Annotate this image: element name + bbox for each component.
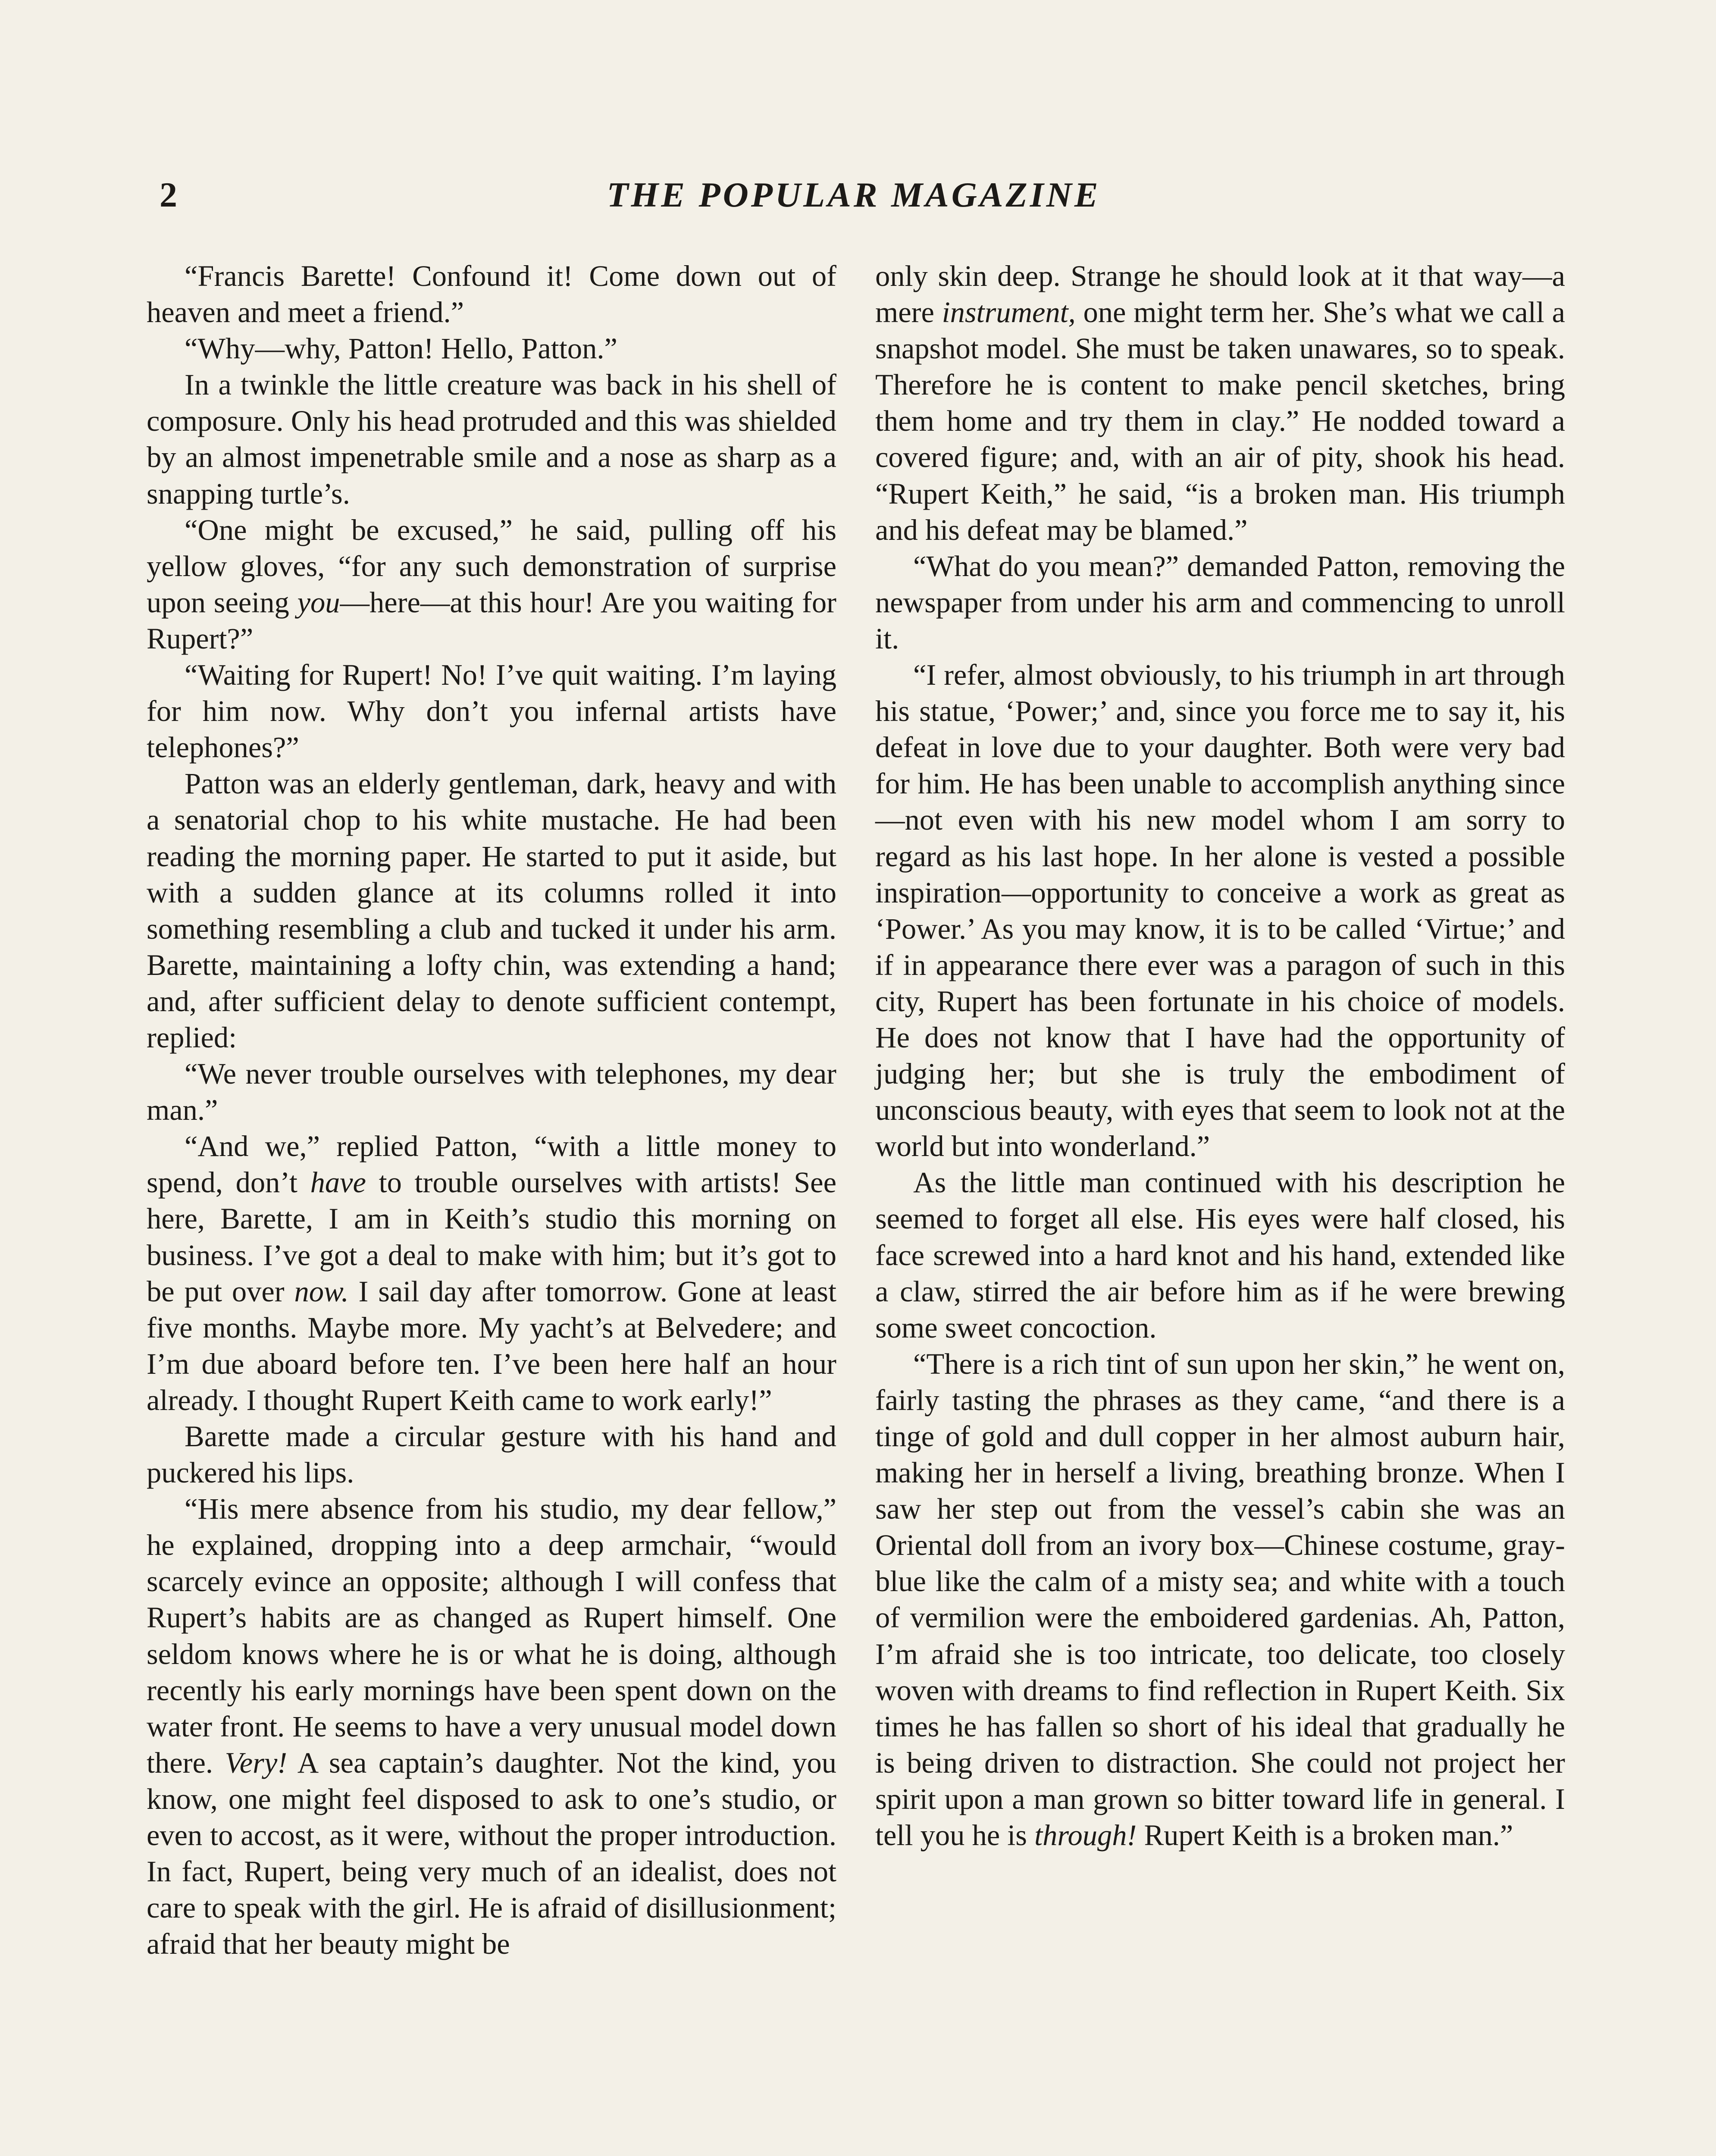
paragraph — [147, 258, 836, 330]
paragraph-text: I sail day after tomorrow. Gone at least five months. Maybe more. My yacht’s at Belvedere; and I’m due aboard before ten. I’ve been here half an hour already. I thought Rupert Keith came to work early!” — [147, 1275, 836, 1416]
paragraph: Patton was an elderly gentleman, dark, heavy and with a senatorial chop to his white mustache. He had been reading the morning paper. He started to put it aside, but with a sudden glance at its columns rolled it into something resembling a club and tucked it under his arm. Barette, maintaining a lofty chin, was extending a hand; and, after sufficient delay to denote sufficient contempt, replied: — [147, 767, 836, 1054]
paragraph-text: one might term her. She’s what we call a snapshot model. She must be taken unawares, so to speak. Therefore he is content to make pencil sketches, bring them home and try them in clay.” He nodded toward a covered figure; and, with an air of pity, shook his head. “Rupert Keith,” he said, “is a broken man. His triumph and his defeat may be blamed.” — [875, 296, 1565, 546]
page-number: 2 — [160, 175, 178, 214]
right-column — [875, 258, 1565, 1853]
paragraph-text: “His mere absence from his studio, my dear fellow,” he explained, dropping into a deep armchair, “would scarcely evince an opposite; although I will confess that Rupert’s habits are as changed as Rupert himself. One seldom knows where he is or what he is doing, although recently his early mornings have been spent down on the water front. He seems to have a very unusual model down there. — [147, 1492, 836, 1779]
paragraph: “Waiting for Rupert! No! I’ve quit waiting. I’m laying for him now. Why don’t you infernal artists have telephones?” — [147, 658, 836, 764]
emphasis: through! — [1034, 1819, 1137, 1852]
paragraph-text: only skin deep. Strange he should look at it that way—a mere — [875, 260, 1565, 329]
paragraph-text: “One might be excused,” he said, pulling off his yellow gloves, “for any such demonstration of surprise upon seeing — [147, 513, 836, 619]
paragraph — [147, 1491, 836, 1962]
emphasis: have — [310, 1166, 366, 1199]
paragraph-text: “Francis Barette! Confound it! Come down out of heaven and meet a friend.” — [147, 260, 836, 329]
paragraph: “I refer, almost obviously, to his triumph in art through his statue, ‘Power;’ and, since you force me to say it, his defeat in love due to your daughter. Both were very bad for him. He has been unable to accomplish anything since—not even with his new model whom I am sorry to regard as his last hope. In her alone is vested a possible inspiration—opportunity to conceive a work as great as ‘Power.’ As you may know, it is to be called ‘Virtue;’ and if in appearance there ever was a paragon of such in this city, Rupert has been fortunate in his choice of models. He does not know that I have had the opportunity of judging her; but she is truly the embodiment of unconscious beauty, with eyes that seem to look not at the world but into wonderland.” — [875, 658, 1565, 1163]
paragraph — [147, 512, 836, 657]
emphasis: now. — [294, 1275, 349, 1308]
paragraph: In a twinkle the little creature was back in his shell of composure. Only his head protruded and this was shielded by an almost impenetrable smile and a nose as sharp as a snapping turtle’s. — [147, 368, 836, 510]
paragraph-text: —here—at this hour! Are you waiting for Rupert?” — [147, 586, 836, 655]
paragraph: As the little man continued with his description he seemed to forget all else. His eyes were half closed, his face screwed into a hard knot and his hand, extended like a claw, stirred the air before him as if he were brewing some sweet concoction. — [875, 1166, 1565, 1344]
emphasis: you — [297, 586, 340, 619]
paragraph — [875, 258, 1565, 548]
paragraph-text: Rupert Keith is a broken man.” — [1137, 1819, 1513, 1852]
paragraph — [147, 1128, 836, 1418]
paragraph-text: to trouble ourselves with artists! See here, Barette, I am in Keith’s studio this morning on business. I’ve got a deal to make with him; but it’s got to be put over — [147, 1166, 836, 1308]
paragraph: “We never trouble ourselves with telephones, my dear man.” — [147, 1057, 836, 1127]
paragraph-text: “And we,” replied Patton, “with a little money to spend, don’t — [147, 1130, 836, 1199]
page-header — [147, 175, 1561, 222]
paragraph-text: A sea captain’s daughter. Not the kind, you know, one might feel disposed to ask to one’s studio, or even to accost, as it were, without the proper introduction. In fact, Rupert, being very much of an idealist, does not care to speak with the girl. He is afraid of disillusionment; afraid that her beauty might be — [147, 1746, 836, 1961]
emphasis: Very! — [225, 1746, 288, 1779]
running-head: THE POPULAR MAGAZINE — [607, 175, 1101, 214]
left-column — [147, 258, 836, 1962]
paragraph: “Why—why, Patton! Hello, Patton.” — [185, 332, 617, 365]
paragraph: “What do you mean?” demanded Patton, removing the newspaper from under his arm and commencing to unroll it. — [875, 549, 1565, 655]
paragraph: Barette made a circular gesture with his hand and puckered his lips. — [147, 1420, 836, 1489]
paragraph — [875, 1346, 1565, 1853]
paragraph-text: “There is a rich tint of sun upon her skin,” he went on, fairly tasting the phrases as they came, “and there is a tinge of gold and dull copper in her almost auburn hair, making her in herself a living, breathing bronze. When I saw her step out from the vessel’s cabin she was an Oriental doll from an ivory box—Chinese costume, gray-blue like the calm of a misty sea; and white with a touch of vermilion were the emboidered gardenias. Ah, Patton, I’m afraid she is too intricate, too delicate, too closely woven with dreams to find reflection in Rupert Keith. Six times he has fallen so short of his ideal that gradually he is being driven to distraction. She could not project her spirit upon a man grown so bitter toward life in general. I tell you he is — [875, 1347, 1565, 1852]
emphasis: instrument, — [942, 296, 1076, 329]
